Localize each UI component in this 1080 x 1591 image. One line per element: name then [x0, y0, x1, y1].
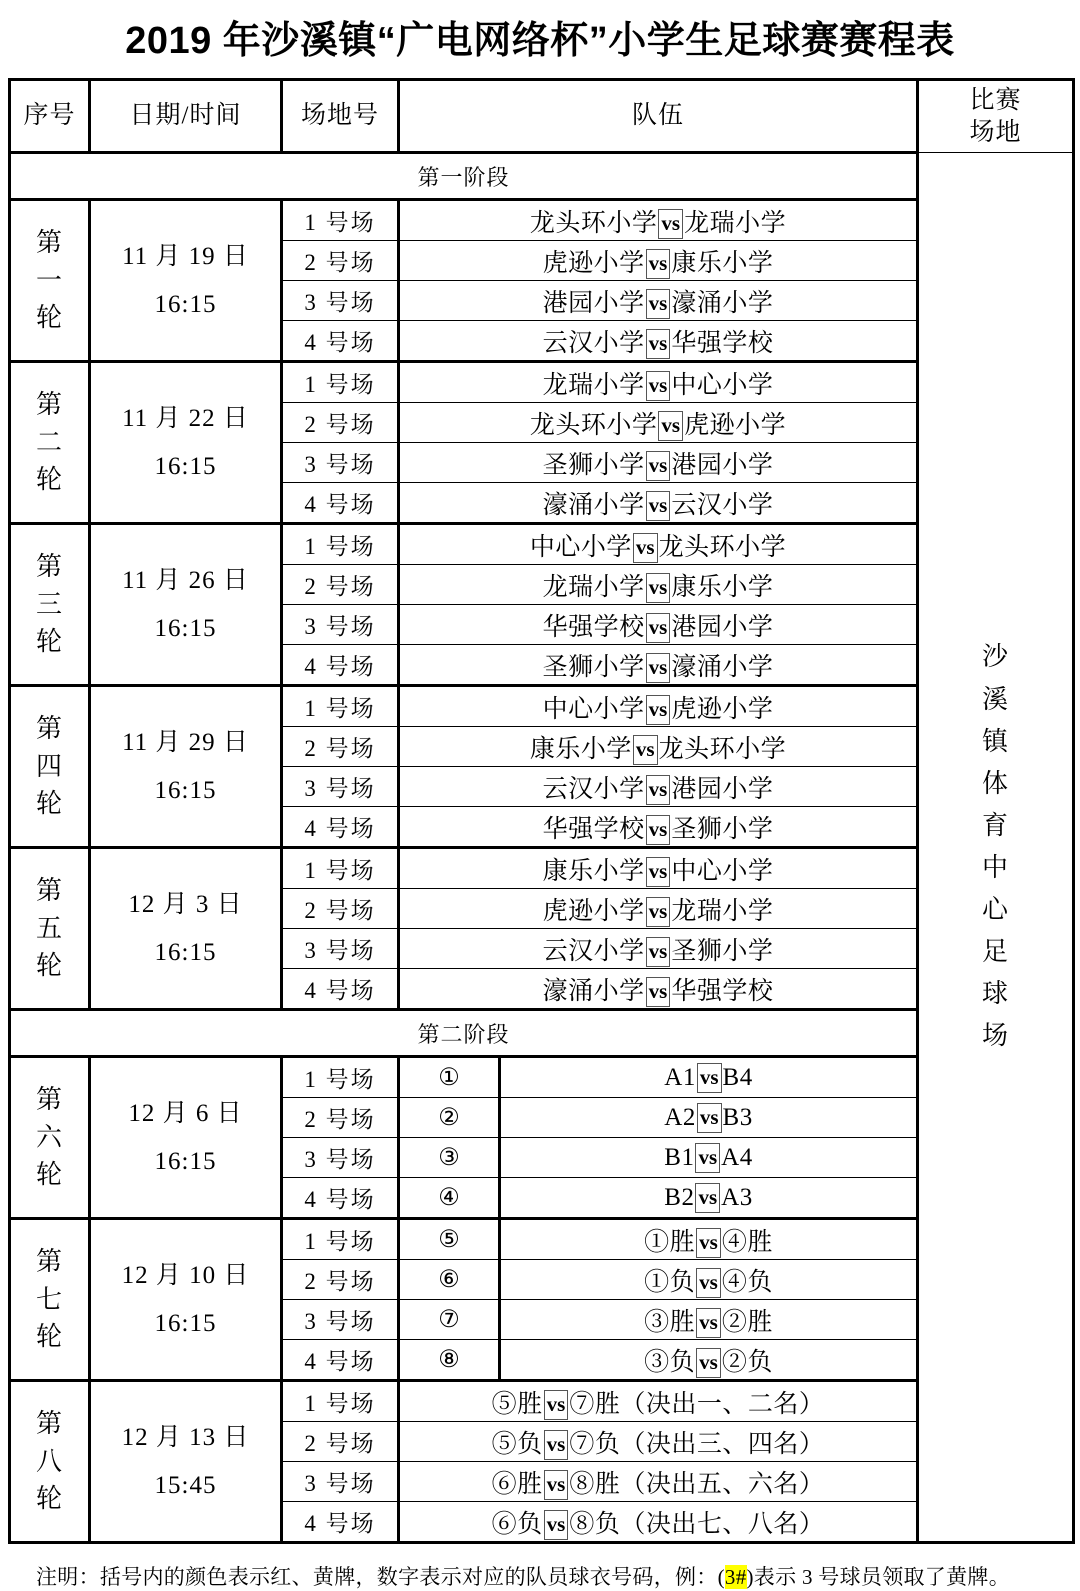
vs-label: vs — [544, 1430, 569, 1460]
team-away: 华强学校 — [671, 329, 774, 357]
round-time: 16:15 — [154, 614, 217, 642]
round-char-2: 轮 — [35, 1322, 63, 1352]
round-date: 11 月 29 日 — [122, 729, 249, 756]
venue-char-4: 育 — [982, 810, 1010, 840]
round-label — [10, 1057, 90, 1219]
round-datetime — [90, 362, 282, 524]
round-char-0: 第 — [35, 551, 63, 581]
match-row — [10, 1057, 1074, 1098]
team-home: A2 — [664, 1103, 696, 1131]
match-teams — [500, 1300, 918, 1340]
team-home: 华强学校 — [542, 815, 645, 843]
team-home: ①胜 — [644, 1228, 696, 1256]
vs-label: vs — [696, 1348, 721, 1378]
vs-label: vs — [646, 573, 671, 603]
team-away: 圣狮小学 — [671, 815, 774, 843]
team-home: 龙瑞小学 — [542, 573, 645, 601]
team-away: ②胜 — [721, 1308, 773, 1336]
team-home: ⑤胜 — [491, 1390, 543, 1418]
round-vertical-text — [11, 1081, 88, 1194]
match-teams — [399, 362, 918, 403]
pitch-number: 4 号场 — [282, 1502, 399, 1543]
vs-label: vs — [646, 249, 671, 279]
pitch-number: 1 号场 — [282, 200, 399, 241]
team-home: ③负 — [644, 1348, 696, 1376]
round-date: 12 月 10 日 — [121, 1262, 250, 1289]
round-label — [10, 524, 90, 686]
team-away: 康乐小学 — [671, 249, 774, 277]
round-time: 16:15 — [154, 452, 217, 480]
vs-label: vs — [697, 1063, 722, 1093]
team-away: A3 — [721, 1183, 753, 1211]
venue-vertical-text — [919, 636, 1072, 1057]
vs-label: vs — [544, 1510, 569, 1540]
venue-char-6: 心 — [982, 895, 1010, 925]
round-time: 16:15 — [154, 290, 217, 318]
pitch-number: 2 号场 — [282, 1260, 399, 1300]
match-teams — [399, 403, 918, 443]
match-row — [10, 848, 1074, 889]
team-home: 港园小学 — [542, 289, 645, 317]
match-teams — [399, 848, 918, 889]
team-home: 虎逊小学 — [542, 249, 645, 277]
pitch-number: 1 号场 — [282, 1219, 399, 1260]
pitch-number: 4 号场 — [282, 1178, 399, 1219]
team-home: ⑥胜 — [491, 1470, 543, 1498]
column-header-venue-line1: 比赛 — [969, 87, 1022, 115]
venue-char-9: 场 — [982, 1021, 1010, 1051]
match-row — [10, 1381, 1074, 1422]
match-teams — [399, 200, 918, 241]
team-home: 康乐小学 — [542, 857, 645, 885]
pitch-number: 1 号场 — [282, 848, 399, 889]
round-date: 12 月 13 日 — [121, 1424, 250, 1451]
stage-label-1: 第一阶段 — [10, 153, 918, 200]
pitch-number: 4 号场 — [282, 645, 399, 686]
pitch-number: 1 号场 — [282, 1057, 399, 1098]
team-away: 中心小学 — [671, 857, 774, 885]
team-home: 龙头环小学 — [529, 411, 658, 439]
team-away: 云汉小学 — [671, 491, 774, 519]
pitch-number: 3 号场 — [282, 1300, 399, 1340]
vs-label: vs — [695, 1183, 720, 1213]
round-char-2: 轮 — [35, 951, 63, 981]
pitch-number: 2 号场 — [282, 1422, 399, 1462]
round-char-2: 轮 — [35, 789, 63, 819]
match-teams — [399, 524, 918, 565]
round-char-1: 四 — [35, 751, 63, 781]
match-number: ④ — [399, 1178, 500, 1219]
match-teams — [500, 1098, 918, 1138]
team-home: B1 — [664, 1143, 695, 1171]
stage-banner-row-2 — [10, 1010, 1074, 1057]
round-char-1: 八 — [35, 1446, 63, 1476]
match-note: （决出五、六名） — [620, 1470, 825, 1498]
venue-char-8: 球 — [982, 979, 1010, 1009]
vs-label: vs — [646, 815, 671, 845]
venue-char-1: 溪 — [982, 684, 1010, 714]
team-away: 港园小学 — [671, 613, 774, 641]
round-char-0: 第 — [35, 713, 63, 743]
round-vertical-text — [11, 710, 88, 823]
match-teams — [500, 1178, 918, 1219]
team-away: 圣狮小学 — [671, 937, 774, 965]
pitch-number: 2 号场 — [282, 403, 399, 443]
vs-label: vs — [658, 411, 683, 441]
team-away: ⑦负 — [569, 1430, 621, 1458]
schedule-table-wrapper — [0, 78, 1080, 1544]
vs-label: vs — [633, 735, 658, 765]
column-header-datetime: 日期/时间 — [90, 80, 282, 153]
footnote-after: )表示 3 号球员领取了黄牌。 — [746, 1565, 1010, 1589]
team-away: 虎逊小学 — [671, 695, 774, 723]
venue-char-3: 体 — [982, 768, 1010, 798]
venue-char-7: 足 — [982, 937, 1010, 967]
round-date: 11 月 22 日 — [122, 405, 249, 432]
footnote-before: 注明：括号内的颜色表示红、黄牌，数字表示对应的队员球衣号码，例：( — [36, 1565, 725, 1589]
round-datetime — [90, 1381, 282, 1543]
round-date: 11 月 26 日 — [122, 567, 249, 594]
team-away: ④负 — [721, 1268, 773, 1296]
vs-label: vs — [696, 1308, 721, 1338]
match-teams — [399, 1422, 918, 1462]
page-title: 2019 年沙溪镇“广电网络杯”小学生足球赛赛程表 — [125, 20, 955, 62]
team-home: 圣狮小学 — [542, 653, 645, 681]
round-vertical-text — [11, 548, 88, 661]
team-away: B3 — [722, 1103, 753, 1131]
match-number: ⑦ — [399, 1300, 500, 1340]
team-home: 中心小学 — [529, 533, 632, 561]
round-label — [10, 848, 90, 1010]
match-teams — [399, 929, 918, 969]
team-home: 中心小学 — [542, 695, 645, 723]
team-away: 龙头环小学 — [658, 533, 787, 561]
footnote-highlight: 3# — [724, 1565, 747, 1589]
round-char-1: 一 — [35, 265, 63, 295]
vs-label: vs — [544, 1390, 569, 1420]
round-char-1: 六 — [35, 1122, 63, 1152]
vs-label: vs — [646, 695, 671, 725]
round-char-0: 第 — [35, 227, 63, 257]
team-home: 云汉小学 — [542, 775, 645, 803]
round-label — [10, 362, 90, 524]
round-vertical-text — [11, 1405, 88, 1518]
match-number: ⑧ — [399, 1340, 500, 1381]
vs-label: vs — [646, 371, 671, 401]
match-note: （决出一、二名） — [620, 1390, 825, 1418]
team-home: 华强学校 — [542, 613, 645, 641]
vs-label: vs — [544, 1470, 569, 1500]
pitch-number: 3 号场 — [282, 1138, 399, 1178]
round-vertical-text — [11, 872, 88, 985]
pitch-number: 3 号场 — [282, 605, 399, 645]
table-header-row — [10, 80, 1074, 153]
match-teams — [399, 889, 918, 929]
vs-label: vs — [696, 1268, 721, 1298]
team-home: 濠涌小学 — [542, 977, 645, 1005]
team-away: 龙头环小学 — [658, 735, 787, 763]
round-char-2: 轮 — [35, 627, 63, 657]
team-home: 龙头环小学 — [529, 209, 658, 237]
pitch-number: 2 号场 — [282, 241, 399, 281]
stage-banner-row-1 — [10, 153, 1074, 200]
round-vertical-text — [11, 224, 88, 337]
round-char-1: 五 — [35, 913, 63, 943]
team-away: 虎逊小学 — [684, 411, 787, 439]
team-away: 濠涌小学 — [671, 289, 774, 317]
team-away: 龙瑞小学 — [671, 897, 774, 925]
vs-label: vs — [696, 1228, 721, 1258]
team-home: B2 — [664, 1183, 695, 1211]
team-home: ⑤负 — [491, 1430, 543, 1458]
match-teams — [399, 241, 918, 281]
match-row — [10, 200, 1074, 241]
match-row — [10, 1219, 1074, 1260]
pitch-number: 2 号场 — [282, 889, 399, 929]
round-time: 15:45 — [154, 1471, 217, 1499]
venue-char-5: 中 — [982, 853, 1010, 882]
team-home: 康乐小学 — [529, 735, 632, 763]
pitch-number: 4 号场 — [282, 969, 399, 1010]
round-char-1: 三 — [35, 589, 63, 619]
team-away: ⑧负 — [569, 1510, 621, 1538]
team-home: 濠涌小学 — [542, 491, 645, 519]
pitch-number: 3 号场 — [282, 767, 399, 807]
round-datetime — [90, 200, 282, 362]
vs-label: vs — [646, 451, 671, 481]
schedule-table — [8, 78, 1075, 1544]
round-char-1: 七 — [35, 1284, 63, 1314]
match-teams — [399, 605, 918, 645]
vs-label: vs — [646, 897, 671, 927]
round-label — [10, 686, 90, 848]
round-char-2: 轮 — [35, 1160, 63, 1190]
round-datetime — [90, 1057, 282, 1219]
venue-char-2: 镇 — [982, 726, 1010, 756]
venue-name — [918, 153, 1074, 1543]
round-char-0: 第 — [35, 1408, 63, 1438]
match-teams — [500, 1219, 918, 1260]
round-vertical-text — [11, 386, 88, 499]
pitch-number: 2 号场 — [282, 1098, 399, 1138]
team-home: A1 — [664, 1063, 696, 1091]
pitch-number: 1 号场 — [282, 1381, 399, 1422]
team-away: 龙瑞小学 — [684, 209, 787, 237]
match-row — [10, 362, 1074, 403]
pitch-number: 4 号场 — [282, 483, 399, 524]
vs-label: vs — [646, 857, 671, 887]
vs-label: vs — [646, 613, 671, 643]
round-char-0: 第 — [35, 1084, 63, 1114]
match-teams — [399, 281, 918, 321]
team-home: 虎逊小学 — [542, 897, 645, 925]
vs-label: vs — [646, 977, 671, 1007]
column-header-seq: 序号 — [10, 80, 90, 153]
round-char-2: 轮 — [35, 465, 63, 495]
match-row — [10, 686, 1074, 727]
team-away: 港园小学 — [671, 451, 774, 479]
match-teams — [399, 1462, 918, 1502]
match-number: ⑤ — [399, 1219, 500, 1260]
round-label — [10, 1381, 90, 1543]
vs-label: vs — [697, 1103, 722, 1133]
pitch-number: 3 号场 — [282, 443, 399, 483]
vs-label: vs — [646, 329, 671, 359]
round-label — [10, 200, 90, 362]
team-away: 康乐小学 — [671, 573, 774, 601]
team-home: ⑥负 — [491, 1510, 543, 1538]
match-number: ① — [399, 1057, 500, 1098]
vs-label: vs — [633, 533, 658, 563]
vs-label: vs — [646, 937, 671, 967]
match-teams — [399, 767, 918, 807]
team-away: ④胜 — [721, 1228, 773, 1256]
vs-label: vs — [658, 209, 683, 239]
pitch-number: 1 号场 — [282, 524, 399, 565]
match-teams — [399, 807, 918, 848]
match-teams — [399, 1502, 918, 1543]
team-away: 濠涌小学 — [671, 653, 774, 681]
round-datetime — [90, 524, 282, 686]
match-teams — [500, 1340, 918, 1381]
match-teams — [399, 969, 918, 1010]
round-date: 12 月 3 日 — [128, 891, 243, 918]
match-teams — [500, 1260, 918, 1300]
round-char-2: 轮 — [35, 303, 63, 333]
pitch-number: 1 号场 — [282, 362, 399, 403]
team-away: ②负 — [721, 1348, 773, 1376]
vs-label: vs — [646, 491, 671, 521]
team-home: ①负 — [644, 1268, 696, 1296]
round-datetime — [90, 848, 282, 1010]
match-number: ③ — [399, 1138, 500, 1178]
vs-label: vs — [695, 1143, 720, 1173]
round-date: 12 月 6 日 — [128, 1100, 243, 1127]
round-char-2: 轮 — [35, 1484, 63, 1514]
match-teams — [399, 483, 918, 524]
round-datetime — [90, 686, 282, 848]
footnote — [0, 1544, 1080, 1591]
column-header-pitch: 场地号 — [282, 80, 399, 153]
pitch-number: 3 号场 — [282, 1462, 399, 1502]
team-away: 港园小学 — [671, 775, 774, 803]
match-note: （决出七、八名） — [620, 1510, 825, 1538]
round-time: 16:15 — [154, 776, 217, 804]
round-time: 16:15 — [154, 1147, 217, 1175]
match-teams — [399, 686, 918, 727]
round-datetime — [90, 1219, 282, 1381]
match-teams — [399, 443, 918, 483]
vs-label: vs — [646, 653, 671, 683]
venue-char-0: 沙 — [982, 642, 1010, 672]
pitch-number: 2 号场 — [282, 565, 399, 605]
pitch-number: 4 号场 — [282, 321, 399, 362]
match-teams — [500, 1138, 918, 1178]
pitch-number: 3 号场 — [282, 281, 399, 321]
team-home: 云汉小学 — [542, 329, 645, 357]
round-char-0: 第 — [35, 389, 63, 419]
match-teams — [399, 321, 918, 362]
round-vertical-text — [11, 1243, 88, 1356]
stage-label-2: 第二阶段 — [10, 1010, 918, 1057]
match-teams — [399, 645, 918, 686]
match-note: （决出三、四名） — [620, 1430, 825, 1458]
match-number: ② — [399, 1098, 500, 1138]
team-away: 中心小学 — [671, 371, 774, 399]
pitch-number: 3 号场 — [282, 929, 399, 969]
match-teams — [399, 727, 918, 767]
pitch-number: 4 号场 — [282, 807, 399, 848]
round-time: 16:15 — [154, 938, 217, 966]
team-away: ⑧胜 — [569, 1470, 621, 1498]
pitch-number: 1 号场 — [282, 686, 399, 727]
match-teams — [500, 1057, 918, 1098]
team-home: ③胜 — [644, 1308, 696, 1336]
round-label — [10, 1219, 90, 1381]
team-away: ⑦胜 — [569, 1390, 621, 1418]
match-teams — [399, 565, 918, 605]
pitch-number: 4 号场 — [282, 1340, 399, 1381]
round-char-1: 二 — [35, 427, 63, 457]
team-away: 华强学校 — [671, 977, 774, 1005]
team-away: B4 — [722, 1063, 753, 1091]
round-char-0: 第 — [35, 1246, 63, 1276]
match-row — [10, 524, 1074, 565]
pitch-number: 2 号场 — [282, 727, 399, 767]
match-number: ⑥ — [399, 1260, 500, 1300]
vs-label: vs — [646, 289, 671, 319]
team-home: 龙瑞小学 — [542, 371, 645, 399]
column-header-teams: 队伍 — [399, 80, 918, 153]
team-away: A4 — [721, 1143, 753, 1171]
team-home: 圣狮小学 — [542, 451, 645, 479]
column-header-venue — [918, 80, 1074, 153]
round-char-0: 第 — [35, 875, 63, 905]
match-teams — [399, 1381, 918, 1422]
round-date: 11 月 19 日 — [122, 243, 249, 270]
team-home: 云汉小学 — [542, 937, 645, 965]
column-header-venue-line2: 场地 — [969, 118, 1022, 146]
vs-label: vs — [646, 775, 671, 805]
round-time: 16:15 — [154, 1309, 217, 1337]
